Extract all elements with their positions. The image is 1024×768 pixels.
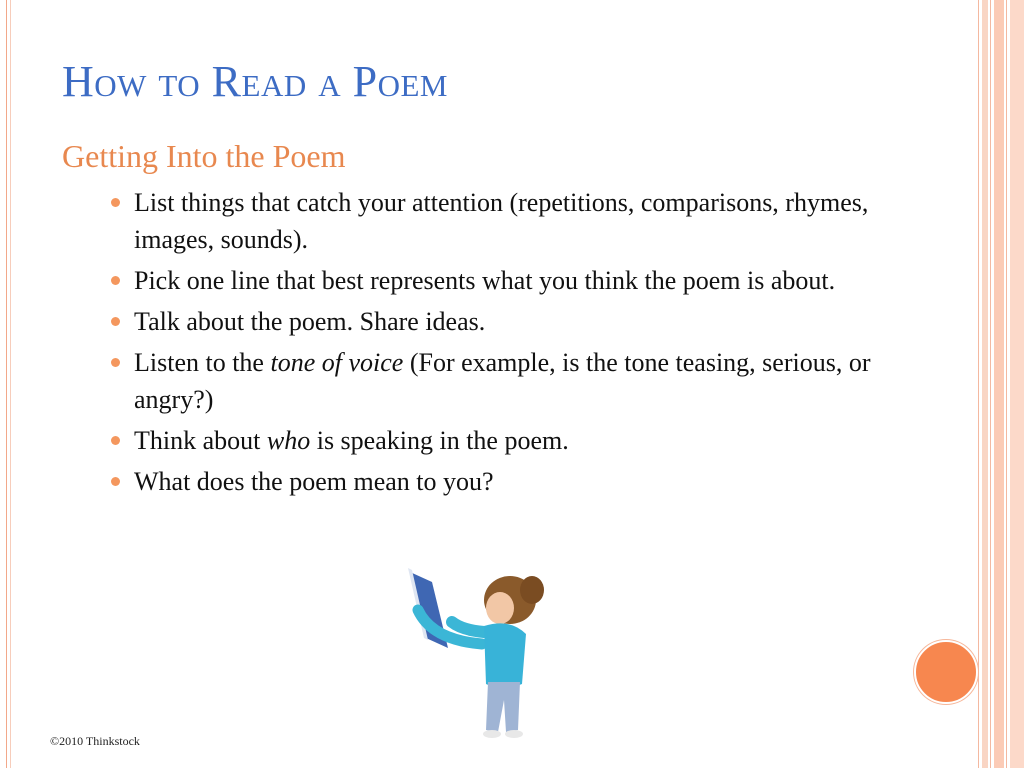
bullet-item [110,262,880,299]
bullet-item [110,184,880,258]
shoe [505,730,523,738]
copyright-credit: ©2010 Thinkstock [50,734,140,748]
shoe [483,730,501,738]
slide-subtitle: Getting Into the Poem [62,138,346,174]
bullet-text: What does the poem mean to you? [134,467,494,496]
slide-title: How to Read a Poem [62,57,448,106]
right-stripe [990,0,991,768]
bullet-item [110,303,880,340]
left-border-line [6,0,7,768]
arm [452,622,484,632]
bullet-item [110,463,880,500]
right-stripe [1006,0,1007,768]
bullet-text: Listen to the [134,348,271,377]
right-stripe [1010,0,1024,768]
girl-reading-book-image [392,560,562,740]
right-stripe [994,0,1004,768]
bullet-text: Talk about the poem. Share ideas. [134,307,486,336]
torso [484,623,526,688]
decorative-circle [914,640,978,704]
right-stripe [982,0,988,768]
bullet-text: Think about [134,426,267,455]
bullet-emphasis: who [266,426,311,455]
bullet-text: List things that catch your attention (repetitions, comparisons, rhymes, images, sounds). [134,188,869,254]
jeans [486,682,520,732]
bullet-list [110,184,880,504]
right-stripe [978,0,979,768]
face [486,592,514,624]
bullet-text: (For example, is the tone teasing, serious, or angry?) [134,348,871,414]
bullet-text: is speaking in the poem. [310,426,569,455]
hair-bun [520,576,544,604]
bullet-item [110,344,880,418]
bullet-item [110,422,880,459]
bullet-emphasis: tone of voice [270,348,404,377]
left-border-line-inner [10,0,11,768]
bullet-text: Pick one line that best represents what you think the poem is about. [134,266,836,295]
